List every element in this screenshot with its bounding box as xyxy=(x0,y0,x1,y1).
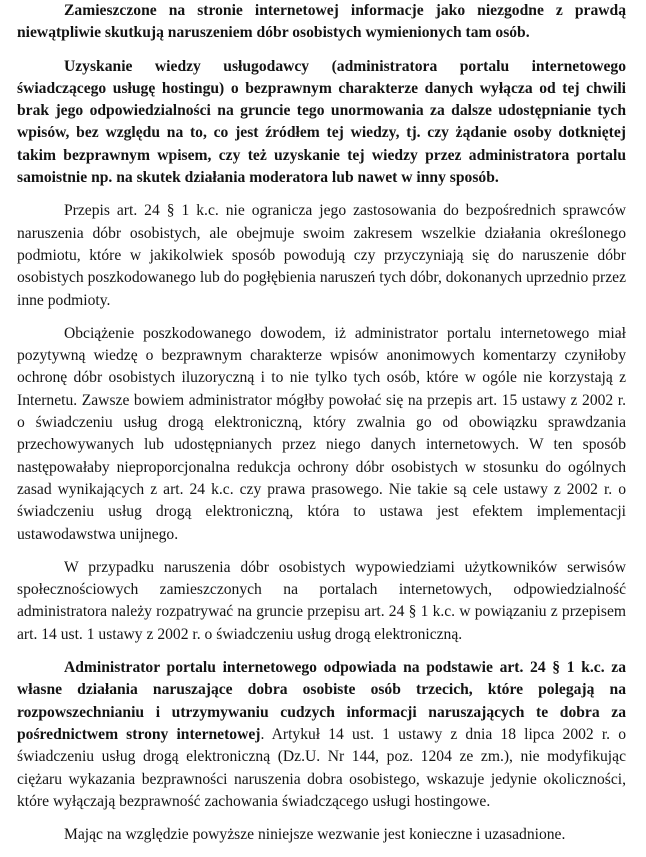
bold-statement: Administrator portalu internetowego odpowiada na podstawie art. 24 § 1 k.c. za własne działania naruszające dobra osobiste osób trzecich, które polegają na rozpowszechnianiu i utrzymywaniu cudzych informacji naruszających te dobra za pośrednictwem strony internetowej xyxy=(17,659,626,743)
paragraph-hosting-knowledge: Uzyskanie wiedzy usługodawcy (administratora portalu internetowego świadczącego usługę hostingu) o bezprawnym charakterze danych wyłącza od tej chwili brak jego odpowiedzialności na gruncie tego unormowania za dalsze udostępnianie tych wpisów, bez względu na to, co jest źródłem tej wiedzy, tj. czy żądanie osoby dotkniętej takim bezprawnym wpisem, czy też uzyskanie tej wiedzy przez administratora portalu samoistnie np. na skutek działania moderatora lub nawet w inny sposób. xyxy=(17,57,626,187)
document-body xyxy=(17,0,626,857)
paragraph-false-information: Zamieszczone na stronie internetowej informacje jako niezgodne z prawdą niewątpliwie skutkują naruszeniem dóbr osobistych wymienionych tam osób. xyxy=(17,2,626,42)
paragraph-administrator-liability xyxy=(17,657,626,813)
paragraph-conclusion: Mając na względzie powyższe niniejsze wezwanie jest konieczne i uzasadnione. xyxy=(64,826,566,844)
paragraph-social-services: W przypadku naruszenia dóbr osobistych wypowiedziami użytkowników serwisów społecznościowych zamieszczonych na portalach internetowych, odpowiedzialność administratora należy rozpatrywać na gruncie przepisu art. 24 § 1 k.c. w powiązaniu z przepisem art. 14 ust. 1 ustawy z 2002 r. o świadczeniu usług drogą elektroniczną. xyxy=(17,558,626,643)
paragraph-art-24-scope: Przepis art. 24 § 1 k.c. nie ogranicza jego zastosowania do bezpośrednich sprawców naruszenia dóbr osobistych, ale obejmuje swoim zakresem wszelkie działania określonego podmiotu, które w jakikolwiek sposób powodują czy przyczyniają się do naruszenie dóbr osobistych poszkodowanego lub do pogłębienia naruszeń tych dóbr, dokonanych uprzednio przez inne podmioty. xyxy=(17,202,626,309)
regular-statement: . Artykuł 14 ust. 1 ustawy z dnia 18 lipca 2002 r. o świadczeniu usług drogą elektroniczną (Dz.U. Nr 144, poz. 1204 ze zm.), nie modyfikując ciężaru wykazania bezprawności naruszenia dobra osobistego, wskazuje jedynie okoliczności, które wyłączają bezprawność zachowania świadczącego usługi hostingowe. xyxy=(17,725,626,810)
paragraph-burden-of-proof: Obciążenie poszkodowanego dowodem, iż administrator portalu internetowego miał pozytywną wiedzę o bezprawnym charakterze wpisów anonimowych komentarzy czyniłoby ochronę dóbr osobistych iluzoryczną i to nie tylko tych osób, które w ogóle nie korzystają z Internetu. Zawsze bowiem administrator mógłby powołać się na przepis art. 15 ustawy z 2002 r. o świadczeniu usług drogą elektroniczną, który zwalnia go od obowiązku sprawdzania przechowywanych lub udostępnianych przez niego danych internetowych. W ten sposób następowałaby nieproporcjonalna redukcja ochrony dóbr osobistych w stosunku do ogólnych zasad wynikających z art. 24 k.c. czy prawa prasowego. Nie takie są cele ustawy z 2002 r. o świadczeniu usług drogą elektroniczną, która to ustawa jest efektem implementacji ustawodawstwa unijnego. xyxy=(17,324,626,543)
